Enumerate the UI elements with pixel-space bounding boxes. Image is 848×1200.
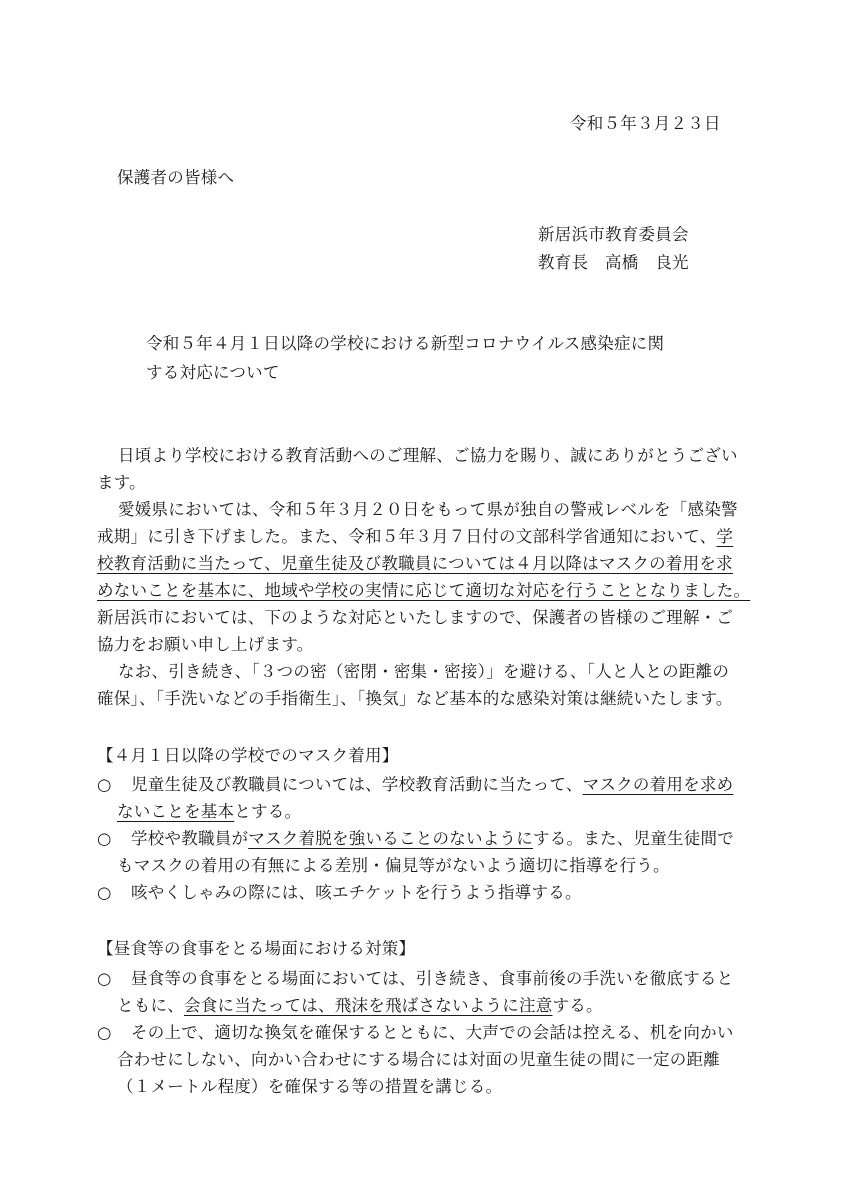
section-2-item-1-line-1 xyxy=(97,969,733,989)
paragraph-3-line-1: なお、引き続き、「３つの密（密閉・密集・密接）」を避ける、「人と人との距離の xyxy=(118,662,730,681)
item-text: その上で、適切な換気を確保するとともに、大声での会話は控える、机を向かい xyxy=(131,1023,734,1042)
underlined-text: 会食に当たっては、飛沫を飛ばさないように注意 xyxy=(184,996,553,1015)
item-text: 学校や教職員が xyxy=(131,829,249,848)
section-2-item-2-line-1 xyxy=(97,1023,734,1043)
item-text: 咳やくしゃみの際には、咳エチケットを行うよう指導する。 xyxy=(131,883,582,902)
section-1-item-1-line-1 xyxy=(97,775,733,795)
item-text: する。また、児童生徒間で xyxy=(533,829,734,848)
paragraph-2-line-4-underlined: めないことを基本に、地域や学校の実情に応じて適切な対応を行うこととなりました。 xyxy=(97,581,751,600)
document-date: 令和５年３月２３日 xyxy=(570,114,721,133)
section-2-heading: 【昼食等の食事をとる場面における対策】 xyxy=(97,939,416,958)
sender-organization: 新居浜市教育委員会 xyxy=(538,225,689,244)
section-2-item-2-line-3: （１メートル程度）を確保する等の措置を講じる。 xyxy=(117,1077,503,1096)
paragraph-2-line-2-text: 戒期」に引き下げました。また、令和５年３月７日付の文部科学省通知において、 xyxy=(97,527,717,546)
paragraph-2-line-1: 愛媛県においては、令和５年３月２０日をもって県が独自の警戒レベルを「感染警 xyxy=(118,500,738,519)
paragraph-3-line-2: 確保」、「手洗いなどの手指衛生」、「換気」など基本的な感染対策は継続いたします。 xyxy=(97,689,733,708)
item-text: 昼食等の食事をとる場面においては、引き続き、食事前後の手洗いを徹底すると xyxy=(131,969,734,988)
circle-bullet-icon: ○ xyxy=(97,775,112,794)
section-1-item-2-line-1 xyxy=(97,829,734,849)
item-text: ともに、 xyxy=(117,996,184,1015)
underlined-text: ないことを基本 xyxy=(117,802,235,821)
section-1-item-3-line-1 xyxy=(97,883,582,903)
circle-bullet-icon: ○ xyxy=(97,883,112,902)
document-title-line-1: 令和５年４月１日以降の学校における新型コロナウイルス感染症に関 xyxy=(146,334,665,353)
section-1-item-2-line-2: もマスクの着用の有無による差別・偏見等がないよう適切に指導を行う。 xyxy=(117,856,670,875)
section-2-item-1-line-2 xyxy=(117,996,603,1016)
paragraph-2-line-6: 協力をお願い申し上げます。 xyxy=(97,635,314,654)
document-title-line-2: する対応について xyxy=(146,363,280,382)
circle-bullet-icon: ○ xyxy=(97,969,112,988)
underlined-text: マスク着脱を強いることのないように xyxy=(248,829,533,848)
paragraph-2-line-2 xyxy=(97,527,733,547)
section-2-item-2-line-2: 合わせにしない、向かい合わせにする場合には対面の児童生徒の間に一定の距離 xyxy=(117,1050,720,1069)
section-1-item-1-line-2 xyxy=(117,802,301,822)
addressee: 保護者の皆様へ xyxy=(117,168,235,187)
paragraph-2-line-3-underlined: 校教育活動に当たって、児童生徒及び教職員については４月以降はマスクの着用を求 xyxy=(97,554,733,573)
paragraph-1-line-1: 日頃より学校における教育活動へのご理解、ご協力を賜り、誠にありがとうござい xyxy=(118,446,738,465)
circle-bullet-icon: ○ xyxy=(97,829,112,848)
section-1-heading: 【４月１日以降の学校でのマスク着用】 xyxy=(97,746,399,765)
underlined-text: マスクの着用を求め xyxy=(582,775,734,794)
item-text: 児童生徒及び教職員については、学校教育活動に当たって、 xyxy=(131,775,583,794)
sender-position-name: 教育長 高橋 良光 xyxy=(538,253,689,272)
item-text: する。 xyxy=(552,996,603,1015)
paragraph-2-line-5: 新居浜市においては、下のような対応といたしますので、保護者の皆様のご理解・ご xyxy=(97,608,734,627)
underlined-text: 学 xyxy=(716,527,734,546)
item-text: とする。 xyxy=(234,802,302,821)
paragraph-1-line-2: ます。 xyxy=(97,473,146,492)
circle-bullet-icon: ○ xyxy=(97,1023,112,1042)
